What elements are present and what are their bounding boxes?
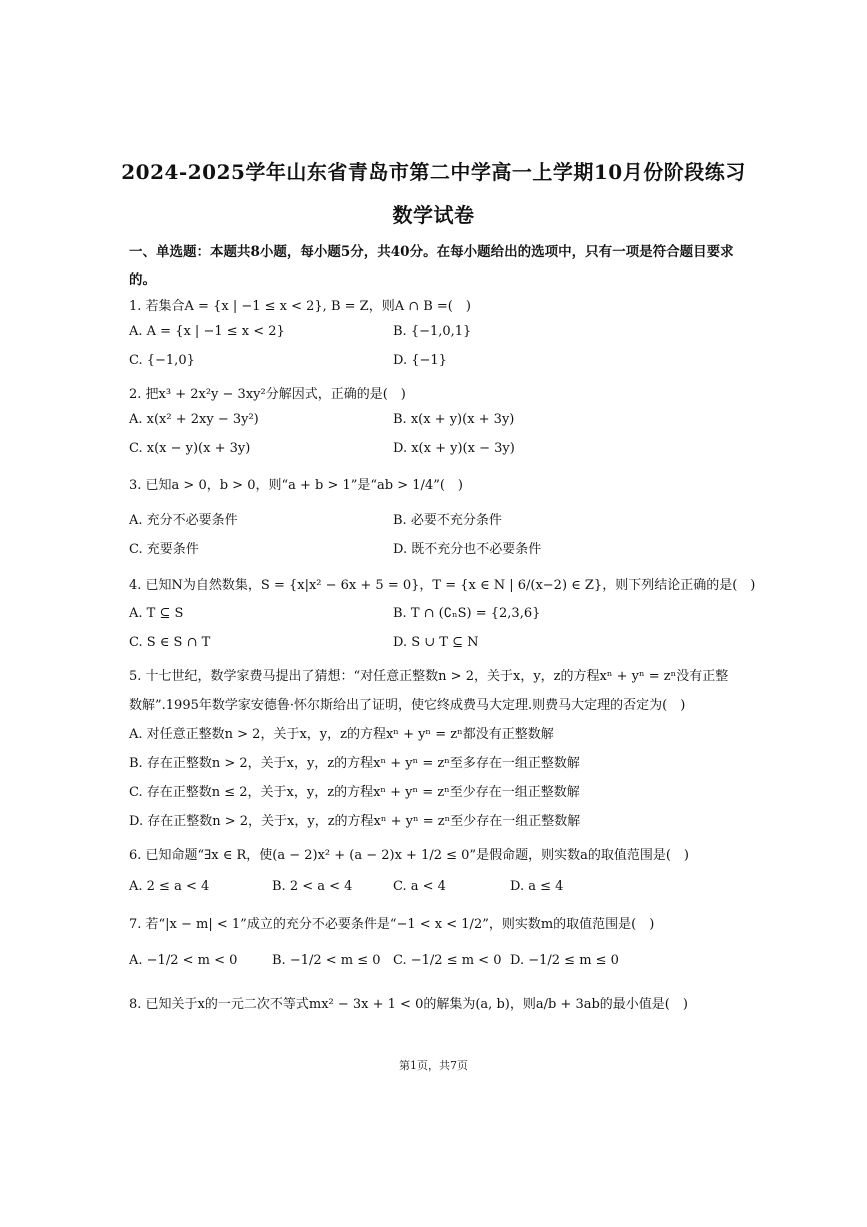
exam-title: 2024-2025学年山东省青岛市第二中学高一上学期10月份阶段练习 (121, 160, 746, 184)
q4-option-d: D. S ∪ T ⊆ N (393, 635, 479, 650)
q3-option-c: C. 充要条件 (129, 542, 199, 557)
q2-option-b: B. x(x + y)(x + 3y) (393, 412, 515, 427)
q7-option-a: A. −1/2 < m < 0 (129, 953, 238, 968)
q4-option-b: B. T ∩ (∁ₙS) = {2,3,6} (393, 606, 541, 621)
q2-option-c: C. x(x − y)(x + 3y) (129, 441, 251, 456)
page-footer: 第1页，共7页 (399, 1059, 468, 1072)
question-2: 2. 把x³ + 2x²y − 3xy²分解因式，正确的是( ) (129, 387, 406, 402)
q7-option-c: C. −1/2 ≤ m < 0 (393, 953, 502, 968)
section-heading: 一、单选题：本题共8小题，每小题5分，共40分。在每小题给出的选项中，只有一项是符合题目要求的。 (129, 244, 734, 288)
q2-option-d: D. x(x + y)(x − 3y) (393, 441, 515, 456)
q1-option-a: A. A = {x | −1 ≤ x < 2} (129, 324, 285, 339)
q5-option-d: D. 存在正整数n > 2，关于x，y，z的方程xⁿ + yⁿ = zⁿ至少存在一组正整数解 (129, 814, 581, 829)
question-5-line-1: 5. 十七世纪，数学家费马提出了猜想：“对任意正整数n > 2，关于x，y，z的方程xⁿ + yⁿ = zⁿ没有正整 (129, 669, 729, 684)
q5-option-b: B. 存在正整数n > 2，关于x，y，z的方程xⁿ + yⁿ = zⁿ至多存在一组正整数解 (129, 756, 580, 771)
question-3: 3. 已知a > 0，b > 0，则“a + b > 1”是“ab > 1/4”( ) (129, 478, 464, 493)
question-7: 7. 若“|x − m| < 1”成立的充分不必要条件是“−1 < x < 1/2”，则实数m的取值范围是( ) (129, 917, 655, 932)
q1-option-c: C. {−1,0} (129, 353, 195, 368)
exam-subtitle: 数学试卷 (392, 203, 475, 227)
question-4: 4. 已知N为自然数集，S = {x|x² − 6x + 5 = 0}，T = {x ∈ N | 6/(x−2) ∈ Z}，则下列结论正确的是( ) (129, 578, 756, 593)
question-8: 8. 已知关于x的一元二次不等式mx² − 3x + 1 < 0的解集为(a, b)，则a/b + 3ab的最小值是( ) (129, 997, 688, 1012)
q6-option-d: D. a ≤ 4 (510, 879, 564, 894)
q6-option-b: B. 2 < a < 4 (272, 879, 353, 894)
q4-option-a: A. T ⊆ S (129, 606, 184, 621)
q6-option-a: A. 2 ≤ a < 4 (129, 879, 210, 894)
q6-option-c: C. a < 4 (393, 879, 446, 894)
q3-option-a: A. 充分不必要条件 (129, 513, 238, 528)
question-1: 1. 若集合A = {x | −1 ≤ x < 2}, B = Z，则A ∩ B =( ) (129, 299, 471, 314)
q5-option-c: C. 存在正整数n ≤ 2，关于x，y，z的方程xⁿ + yⁿ = zⁿ至少存在一组正整数解 (129, 785, 580, 800)
q1-option-b: B. {−1,0,1} (393, 324, 472, 339)
q2-option-a: A. x(x² + 2xy − 3y²) (129, 412, 259, 427)
q5-option-a: A. 对任意正整数n > 2，关于x，y，z的方程xⁿ + yⁿ = zⁿ都没有正整数解 (129, 727, 554, 742)
q3-option-b: B. 必要不充分条件 (393, 513, 502, 528)
q3-option-d: D. 既不充分也不必要条件 (393, 542, 542, 557)
question-5-line-2: 数解”.1995年数学家安德鲁·怀尔斯给出了证明，使它终成费马大定理.则费马大定理的否定为( ) (129, 698, 686, 713)
q7-option-d: D. −1/2 ≤ m ≤ 0 (510, 953, 619, 968)
q4-option-c: C. S ∈ S ∩ T (129, 635, 211, 650)
question-6: 6. 已知命题“∃x ∈ R，使(a − 2)x² + (a − 2)x + 1/2 ≤ 0”是假命题，则实数a的取值范围是( ) (129, 848, 689, 863)
q1-option-d: D. {−1} (393, 353, 447, 368)
q7-option-b: B. −1/2 < m ≤ 0 (272, 953, 381, 968)
